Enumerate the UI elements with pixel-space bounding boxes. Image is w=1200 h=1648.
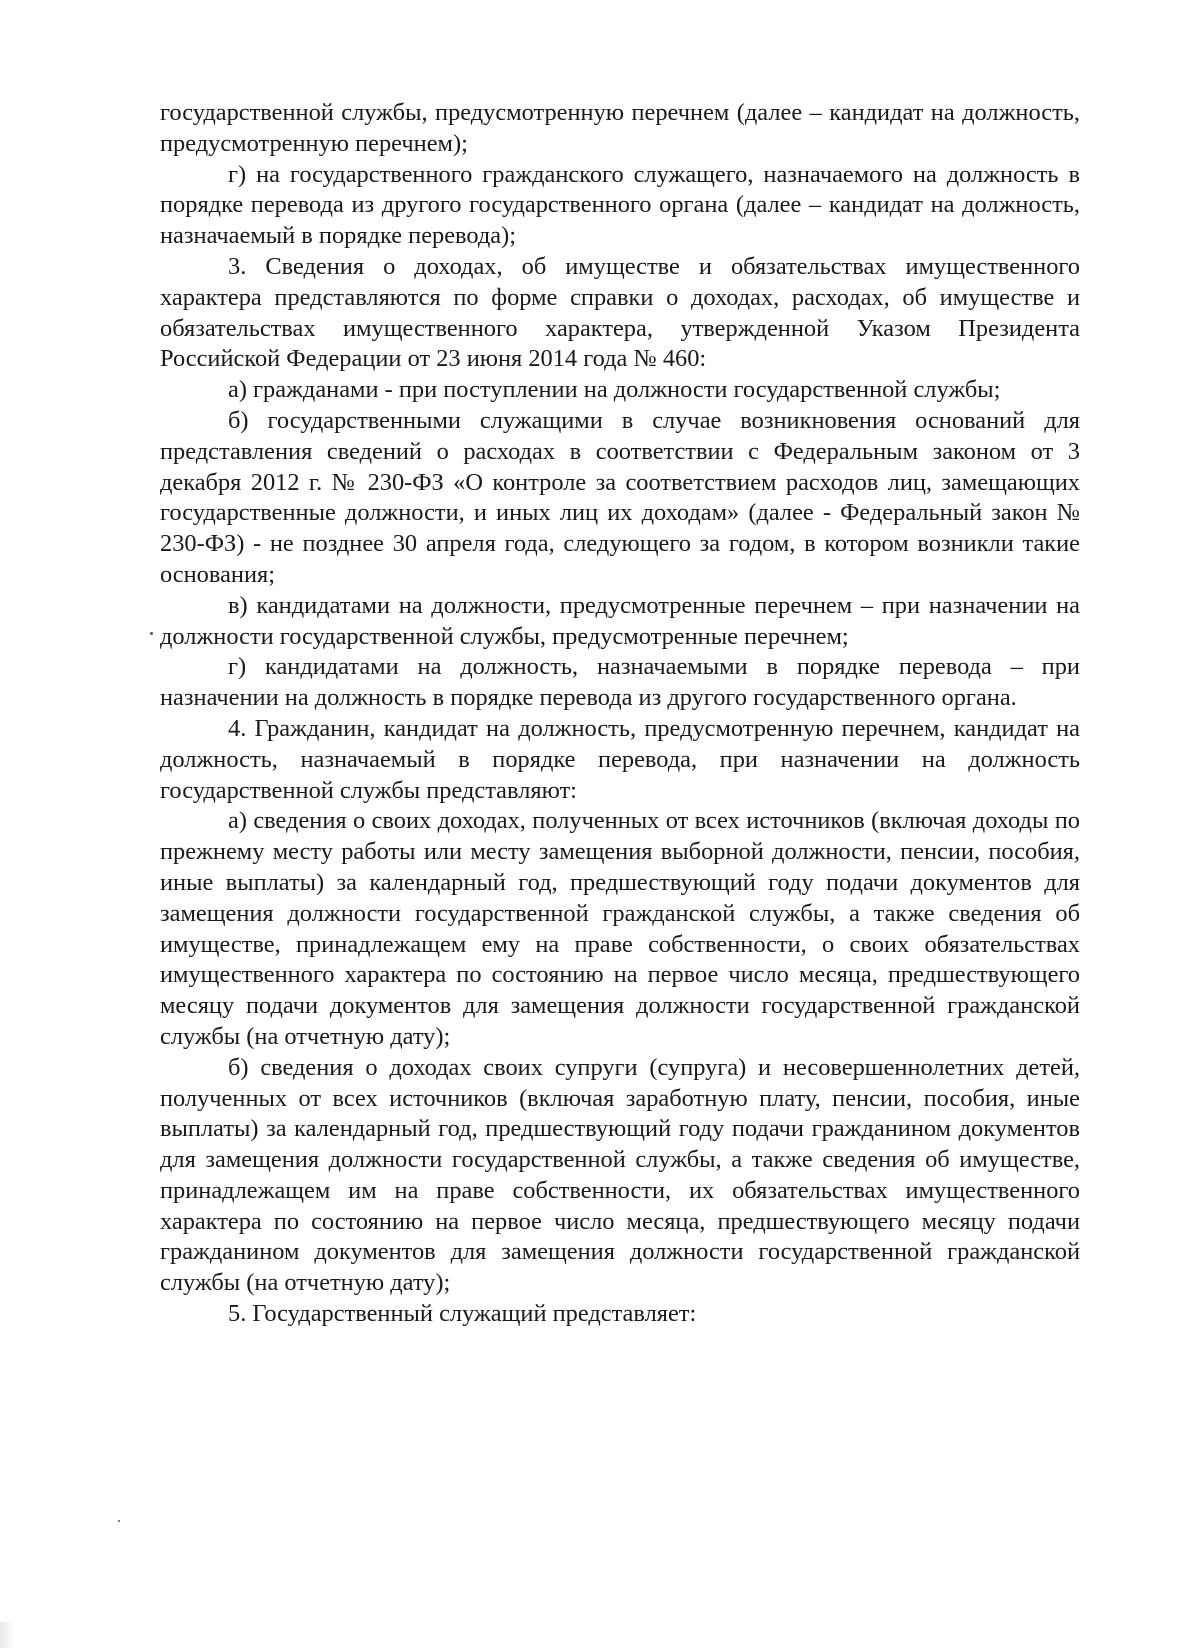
paragraph-item-a-citizens: а) гражданами - при поступлении на должности государственной службы; xyxy=(228,376,1001,404)
scan-speck xyxy=(118,1520,120,1522)
paragraph-item-g-transfer: г) на государственного гражданского служащего, назначаемого на должность в порядке перевода из другого государственного органа (далее – кандидат на должность, назначаемый в порядке перевода); xyxy=(160,160,1080,250)
paragraph-continuation: государственной службы, предусмотренную перечнем (далее – кандидат на должность, предусмотренную перечнем); xyxy=(160,99,1080,157)
paragraph-item-v-candidates: в) кандидатами на должности, предусмотренные перечнем – при назначении на должности государственной службы, предусмотренные перечнем; xyxy=(160,591,1080,650)
paragraph-item-b-family-income: б) сведения о доходах своих супруги (супруга) и несовершеннолетних детей, полученных от всех источников (включая заработную плату, пенсии, пособия, иные выплаты) за календарный год, предшествующий году подачи гражданином документов для замещения должности государственной службы, а также сведения об имуществе, принадлежащем им на праве собственности, их обязательствах имущественного характера по состоянию на первое число месяца, предшествующего месяцу подачи гражданином документов для замещения должности государственной гражданской службы (на отчетную дату); xyxy=(160,1053,1080,1297)
document-page xyxy=(160,98,1080,1330)
paragraph-item-g-candidates: г) кандидатами на должность, назначаемыми в порядке перевода – при назначении на должность в порядке перевода из другого государственного органа. xyxy=(160,653,1080,712)
scan-speck xyxy=(150,632,153,635)
paragraph-section-4: 4. Гражданин, кандидат на должность, предусмотренную перечнем, кандидат на должность, назначаемый в порядке перевода, при назначении на должность государственной службы представляют: xyxy=(160,714,1080,804)
paragraph-section-3: 3. Сведения о доходах, об имуществе и обязательствах имущественного характера представляются по форме справки о доходах, расходах, об имуществе и обязательствах имущественного характера, утвержденной Указом Президента Российской Федерации от 23 июня 2014 года № 460: xyxy=(160,252,1080,373)
scan-edge-shadow xyxy=(0,1622,14,1648)
paragraph-section-5: 5. Государственный служащий представляет: xyxy=(228,1300,697,1328)
paragraph-item-b-servants: б) государственными служащими в случае возникновения оснований для представления сведений о расходах в соответствии с Федеральным законом от 3 декабря 2012 г. № 230-ФЗ «О контроле за соответствием расходов лиц, замещающих государственные должности, и иных лиц их доходам» (далее - Федеральный закон № 230-ФЗ) - не позднее 30 апреля года, следующего за годом, в котором возникли такие основания; xyxy=(160,406,1080,588)
paragraph-item-a-own-income: а) сведения о своих доходах, полученных от всех источников (включая доходы по прежнему месту работы или месту замещения выборной должности, пенсии, пособия, иные выплаты) за календарный год, предшествующий году подачи документов для замещения должности государственной гражданской службы, а также сведения об имуществе, принадлежащем ему на праве собственности, о своих обязательствах имущественного характера по состоянию на первое число месяца, предшествующего месяцу подачи документов для замещения должности государственной гражданской службы (на отчетную дату); xyxy=(160,807,1080,1050)
